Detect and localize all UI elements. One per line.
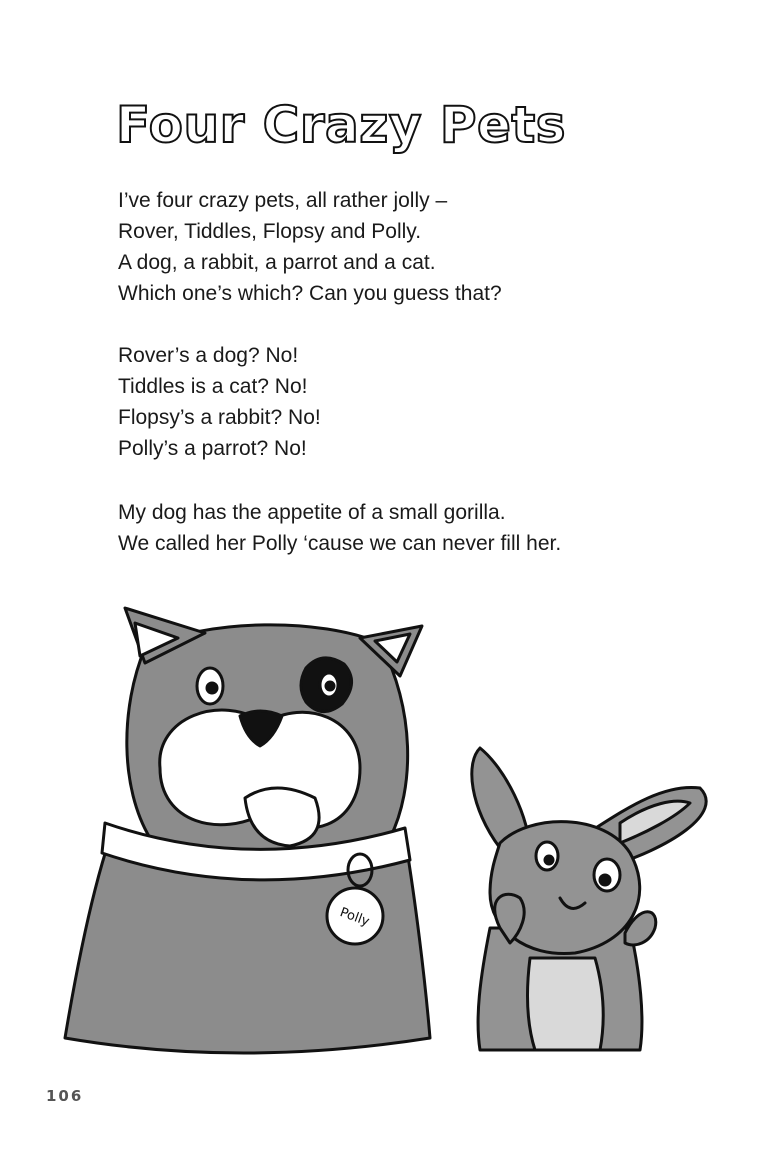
stanza-2 bbox=[118, 340, 321, 464]
poem-line: A dog, a rabbit, a parrot and a cat. bbox=[118, 251, 436, 274]
poem-line: We called her Polly ‘cause we can never fill her. bbox=[118, 532, 562, 555]
poem-line: Flopsy’s a rabbit? No! bbox=[118, 406, 321, 429]
rabbit-illustration bbox=[472, 748, 706, 1050]
poem-line: Tiddles is a cat? No! bbox=[118, 375, 308, 398]
poem-line: Rover, Tiddles, Flopsy and Polly. bbox=[118, 220, 422, 243]
poem-line: My dog has the appetite of a small gorilla. bbox=[118, 501, 506, 524]
page-number: 106 bbox=[46, 1087, 84, 1105]
poem-line: Polly’s a parrot? No! bbox=[118, 437, 307, 460]
dog-tag-name: Polly bbox=[337, 905, 372, 930]
poem-line: Which one’s which? Can you guess that? bbox=[118, 282, 502, 305]
poem-line: I’ve four crazy pets, all rather jolly – bbox=[118, 189, 448, 212]
stanza-1 bbox=[118, 185, 502, 309]
dog-and-rabbit-illustration bbox=[60, 598, 750, 1066]
dog-illustration bbox=[65, 608, 430, 1053]
stanza-3 bbox=[118, 497, 561, 559]
poem-title: Four Crazy Pets bbox=[116, 96, 567, 154]
poem-line: Rover’s a dog? No! bbox=[118, 344, 299, 367]
